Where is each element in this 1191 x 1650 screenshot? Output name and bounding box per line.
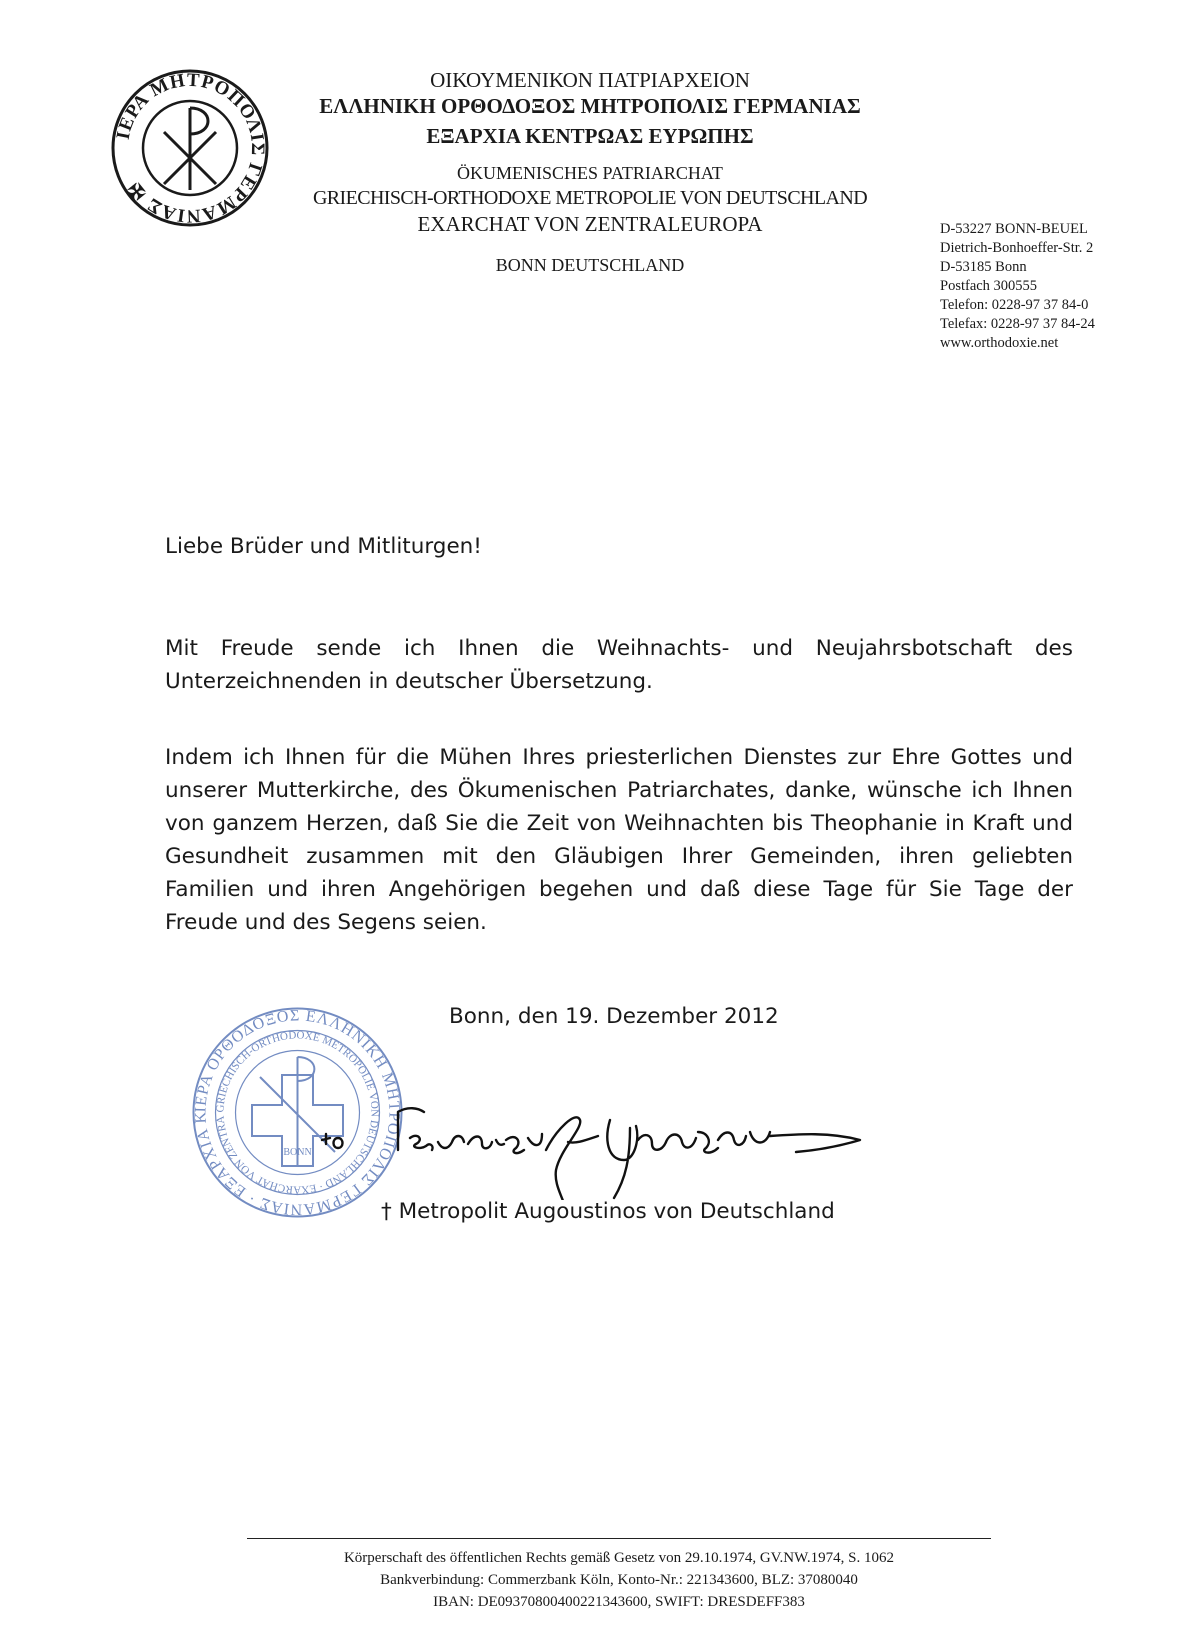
address-fax: Telefax: 0228-97 37 84-24	[940, 316, 1095, 332]
svg-text:ΙΕΡΑ ΜΗΤΡΟΠΟΛΙΣ ΓΕΡΜΑΝΙΑΣ ✠: ΙΕΡΑ ΜΗΤΡΟΠΟΛΙΣ ΓΕΡΜΑΝΙΑΣ ✠	[112, 69, 269, 227]
footer-rule	[247, 1538, 991, 1539]
address-line-2: Dietrich-Bonhoeffer-Str. 2	[940, 240, 1094, 256]
signer-name: † Metropolit Augoustinos von Deutschland	[381, 1199, 835, 1224]
address-line-4: Postfach 300555	[940, 278, 1038, 294]
paragraph-2: Indem ich Ihnen für die Mühen Ihres priesterlichen Dienstes zur Ehre Gottes und unserer Mutterkirche, des Ökumenischen Patriarchates, danke, wünsche ich Ihnen von ganzem Herzen, daß Sie die Zeit von Weihnachten bis Theophanie in Kraft und Gesundheit zusammen mit den Gläubigen Ihrer Gemeinden, ihren geliebten Familien und ihren Angehörigen begehen und daß diese Tage für Sie Tage der Freude und des Segens seien.	[165, 745, 1073, 935]
address-phone: Telefon: 0228-97 37 84-0	[940, 297, 1089, 313]
salutation: Liebe Brüder und Mitliturgen!	[165, 534, 482, 559]
footer-line-3: IBAN: DE09370800400221343600, SWIFT: DRESDEFF383	[433, 1594, 805, 1610]
svg-text:ΙΕΡΑ ΟΡΘΟΔΟΞΟΣ ΕΛΛΗΝΙΚΗ ΜΗΤΡΟΠ: ΙΕΡΑ ΟΡΘΟΔΟΞΟΣ ΕΛΛΗΝΙΚΗ ΜΗΤΡΟΠΟΛΙΣ ΓΕΡΜΑΝΙΑΣ · ΕΞΑΡΧΙΑ Κ	[192, 1007, 403, 1218]
svg-text:BONN: BONN	[283, 1147, 312, 1158]
address-line-3: D-53185 Bonn	[940, 259, 1027, 275]
handwritten-signature	[310, 1080, 870, 1200]
seal-logo	[110, 68, 270, 228]
address-line-1: D-53227 BONN-BEUEL	[940, 221, 1088, 237]
letter-date: Bonn, den 19. Dezember 2012	[449, 1004, 779, 1029]
letterhead-german-line-3: EXARCHAT VON ZENTRALEUROPA	[417, 212, 763, 236]
footer-line-1: Körperschaft des öffentlichen Rechts gemäß Gesetz von 29.10.1974, GV.NW.1974, S. 1062	[343, 1550, 895, 1566]
letterhead-greek-line-2: ΕΛΛΗΝΙΚΗ ΟΡΘΟΔΟΞΟΣ ΜΗΤΡΟΠΟΛΙΣ ΓΕΡΜΑΝΙΑΣ	[319, 94, 861, 118]
letterhead-german-line-1: ÖKUMENISCHES PATRIARCHAT	[457, 163, 723, 183]
letterhead-greek-line-3: ΕΞΑΡΧΙΑ ΚΕΝΤΡΩΑΣ ΕΥΡΩΠΗΣ	[426, 124, 754, 148]
letterhead-greek-line-1: ΟΙΚΟΥΜΕΝΙΚΟΝ ΠΑΤΡΙΑΡΧΕΙΟΝ	[430, 68, 750, 92]
letterhead-german-line-2: GRIECHISCH-ORTHODOXE METROPOLIE VON DEUTSCHLAND	[312, 187, 868, 209]
svg-text:GRIECHISCH-ORTHODOXE METROPOLI: GRIECHISCH-ORTHODOXE METROPOLIE VON DEUTSCHLAND · EXARCHAT VON ZENTRA	[214, 1029, 381, 1196]
paragraph-1: Mit Freude sende ich Ihnen die Weihnachts- und Neujahrsbotschaft des Unterzeichnenden in deutscher Übersetzung.	[165, 636, 1073, 694]
letterhead-city: BONN DEUTSCHLAND	[495, 255, 685, 275]
footer-line-2: Bankverbindung: Commerzbank Köln, Konto-Nr.: 221343600, BLZ: 37080040	[380, 1572, 858, 1588]
address-block	[940, 220, 1095, 353]
address-web[interactable]: www.orthodoxie.net	[940, 335, 1059, 351]
